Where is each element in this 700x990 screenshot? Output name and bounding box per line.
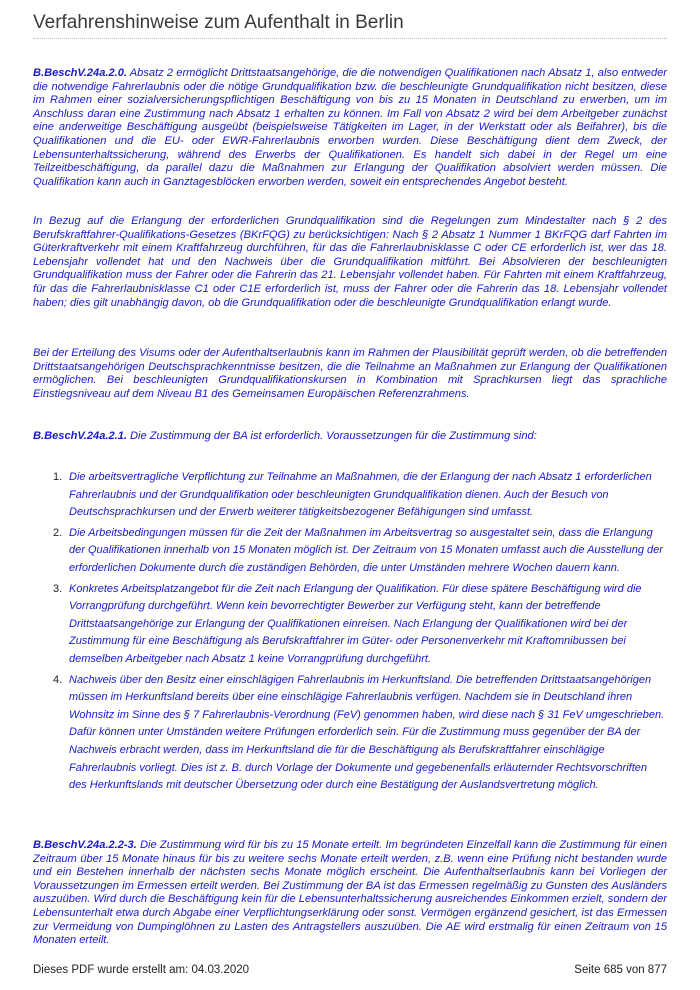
paragraph-text: In Bezug auf die Erlangung der erforderlichen Grundqualifikation sind die Regelungen zum Mindestalter nach § 2 des Berufskraftfahrer-Qualifikations-Gesetzes (BKrFQG) zu berücksichtigen: Nach § 2 Absatz 1 Nummer 1 BKrFQG darf Fahrten im Güterkraftverkehr mit einem Kraftfahrzeug durchführen, für das die Fahrerlaubnisklasse C oder CE erforderlich ist, wer das 18. Lebensjahr vollendet hat und den Nachweis über die Grundqualifikation mitführt. Bei Absolvieren der beschleunigten Grundqualifikation muss der Fahrer oder die Fahrerin das 21. Lebensjahr vollendet haben. Für Fahrten mit einem Kraftfahrzeug, für das die Fahrerlaubnisklasse C1 oder C1E erforderlich ist, muss der Fahrer oder die Fahrerin das 18. Lebensjahr vollendet haben; dies gilt unabhängig davon, ob die Grundqualifikation oder die beschleunigte Grundqualifikation erlangt wurde.	[33, 215, 667, 309]
paragraph-text: Absatz 2 ermöglicht Drittstaatsangehörige, die die notwendigen Qualifikationen nach Absatz 1, also entweder die notwendige Fahrerlaubnis oder die nötige Grundqualifikation bzw. die beschleunigte Grundqualifikation nicht besitzen, diese im Rahmen einer sozialversicherungspflichtigen Beschäftigung von bis zu 15 Monaten in Deutschland zu erwerben, um im Anschluss daran eine Zustimmung nach Absatz 1 erhalten zu können. Im Fall von Absatz 2 wird bei dem Arbeitgeber zunächst eine anderweitige Beschäftigung ausgeübt (beispielsweise Tätigkeiten im Lager, in der Werkstatt oder als Beifahrer), bis die Qualifikationen und die EU- oder EWR-Fahrerlaubnis erworben wurden. Diese Beschäftigung dient dem Zweck, der Lebensunterhaltssicherung, während des Erwerbs der Qualifikationen. Es handelt sich dabei in der Regel um eine Teilzeitbeschäftigung, da parallel dazu die Maßnahmen zur Erlangung der Qualifikation absolviert werden müssen. Die Qualifikation kann auch in Ganztagesblöcken erworben werden, soweit ein entsprechendes Angebot besteht.	[33, 67, 667, 188]
paragraph-text: Bei der Erteilung des Visums oder der Aufenthaltserlaubnis kann im Rahmen der Plausibilität geprüft werden, ob die betreffenden Drittstaatsangehörigen Deutschsprachkenntnisse besitzen, die die Teilnahme an Maßnahmen zur Erlangung der Qualifikationen ermöglichen. Bei beschleunigten Grundqualifikationskursen in Kombination mit Sprachkursen liegt das sprachliche Einstiegsniveau auf dem Niveau B1 des Gemeinsamen Europäischen Referenzrahmens.	[33, 347, 667, 400]
list-item	[33, 672, 667, 795]
paragraph-24a-2-1	[33, 430, 667, 444]
page-number: Seite 685 von 877	[574, 964, 667, 976]
list-item	[33, 469, 667, 522]
list-item	[33, 525, 667, 578]
paragraph-text: Die Zustimmung der BA ist erforderlich. Voraussetzungen für die Zustimmung sind:	[126, 430, 537, 442]
list-item-number: 2.	[53, 526, 63, 539]
list-item	[33, 581, 667, 669]
paragraph-24a-2-2-3	[33, 839, 667, 948]
page-title: Verfahrenshinweise zum Aufenthalt in Berlin	[33, 12, 404, 33]
page-header	[33, 10, 667, 39]
paragraph-reference: B.BeschV.24a.2.0.	[33, 67, 127, 79]
paragraph-reference: B.BeschV.24a.2.2-3.	[33, 839, 137, 851]
paragraph-text: Die Zustimmung wird für bis zu 15 Monate erteilt. Im begründeten Einzelfall kann die Zustimmung für einen Zeitraum über 15 Monate hinaus für bis zu weitere sechs Monate erteilt werden, z.B. wenn eine Prüfung nicht bestanden wurde und ein Bestehen innerhalb der nächsten sechs Monate möglich erscheint. Die Aufenthaltserlaubnis kann bei Vorliegen der Voraussetzungen im Ermessen erteilt werden. Bei Zustimmung der BA ist das Ermessen regelmäßig zu Gunsten des Ausländers auszuüben. Wird durch die Beschäftigung kein für die Lebensunterhaltssicherung ausreichendes Einkommen erzielt, sondern der Lebensunterhalt etwa durch Abgabe einer Verpflichtungserklärung oder sonst. Vermögen ergänzend gesichert, ist das Ermessen zur Vermeidung von Dumpinglöhnen zu Lasten des Antragstellers auszuüben. Die AE wird erstmalig für einen Zeitraum von 15 Monaten erteilt.	[33, 839, 667, 947]
list-item-text: Die Arbeitsbedingungen müssen für die Zeit der Maßnahmen im Arbeitsvertrag so ausgestaltet sein, dass die Erlangung der Qualifikationen innerhalb von 15 Monaten möglich ist. Der Zeitraum von 15 Monaten umfasst auch die Ausstellung der erforderlichen Dokumente durch die zuständigen Behörden, die unter Umständen mehrere Wochen dauern kann.	[69, 526, 663, 574]
list-item-number: 4.	[53, 673, 63, 686]
paragraph-24a-2-0	[33, 67, 667, 189]
list-item-number: 1.	[53, 471, 63, 483]
list-item-number: 3.	[53, 582, 63, 595]
requirements-list	[33, 469, 667, 798]
list-item-text: Konkretes Arbeitsplatzangebot für die Zeit nach Erlangung der Qualifikation. Für diese spätere Beschäftigung wird die Vorrangprüfung durchgeführt. Wenn kein bevorrechtigter Bewerber zur Verfügung steht, kann der betreffende Drittstaatsangehörige zur Erlangung der Qualifikationen einreisen. Nach Erlangung der Qualifikationen wird bei der Zustimmung für eine Beschäftigung als Berufskraftfahrer im Güter- oder Personenverkehr mit Kraftomnibussen bei demselben Arbeitgeber nach Absatz 1 keine Vorrangprüfung durchgeführt.	[69, 582, 642, 665]
pdf-created-date: Dieses PDF wurde erstellt am: 04.03.2020	[33, 964, 250, 976]
paragraph-sprachkenntnisse	[33, 347, 667, 401]
list-item-text: Nachweis über den Besitz einer einschlägigen Fahrerlaubnis im Herkunftsland. Die betreffenden Drittstaatsangehörigen müssen im Herkunftsland bereits über eine einschlägige Fahrerlaubnis verfügen. Nachdem sie in Deutschland ihren Wohnsitz im Sinne des § 7 Fahrerlaubnis-Verordnung (FeV) genommen haben, wird diese nach § 31 FeV umgeschrieben. Dafür können unter Umständen weitere Prüfungen erforderlich sein. Für die Zustimmung muss gegenüber der BA der Nachweis erbracht werden, dass im Herkunftsland die für die Beschäftigung als Berufskraftfahrer einschlägige Fahrerlaubnis vorliegt. Dies ist z. B. durch Vorlage der Dokumente und gegebenenfalls erläuternder Rechtsvorschriften des Herkunftslands mit deutscher Übersetzung oder durch eine Bestätigung der Auslandsvertretung möglich.	[69, 673, 665, 792]
paragraph-reference: B.BeschV.24a.2.1.	[33, 430, 127, 442]
paragraph-grundqualifikation	[33, 215, 667, 310]
list-item-text: Die arbeitsvertragliche Verpflichtung zur Teilnahme an Maßnahmen, die der Erlangung der nach Absatz 1 erforderlichen Fahrerlaubnis und der Grundqualifikation oder beschleunigten Grundqualifikation dienen. Auch der Besuch von Deutschsprachkursen und der Erwerb weiterer tätigkeitsbezogener Befähigungen sind umfasst.	[69, 471, 652, 519]
